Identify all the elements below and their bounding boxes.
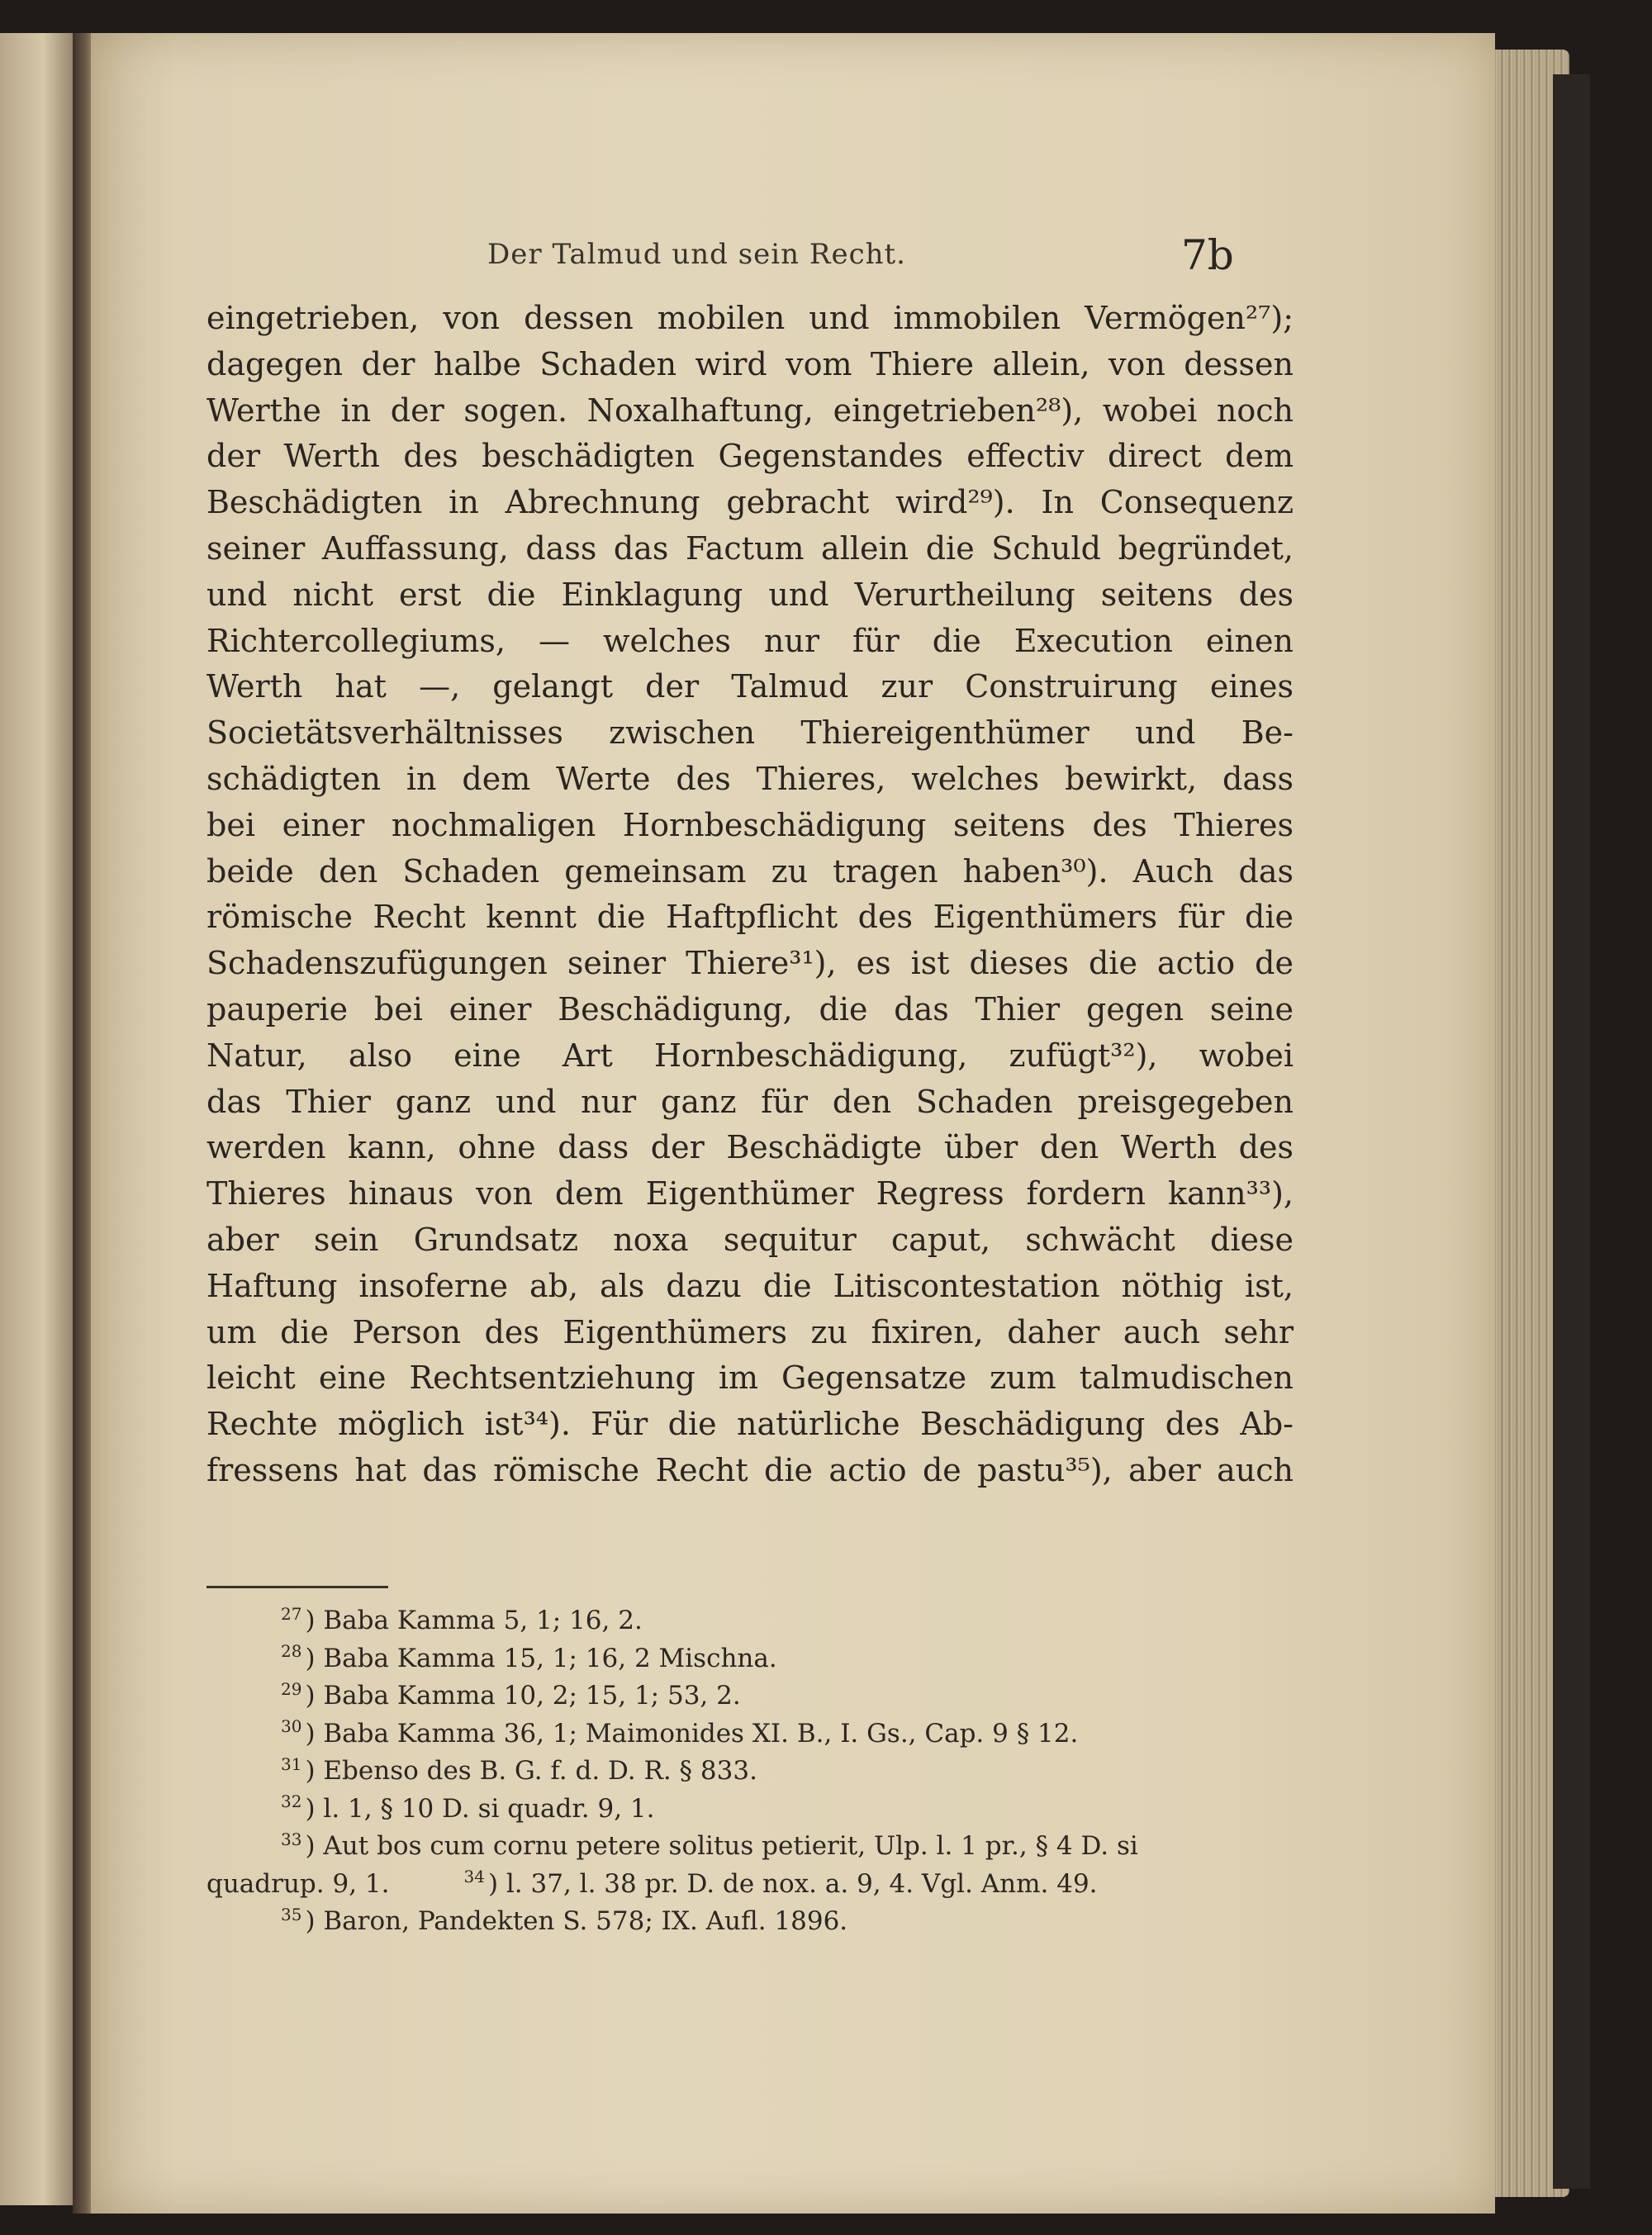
body-line: schädigten in dem Werte des Thieres, welches bewirkt, dass: [206, 760, 1294, 797]
body-line: Richtercollegiums, — welches nur für die Execution einen: [206, 622, 1294, 659]
footnote: $^{29}$ ) Baba Kamma 10, 2; 15, 1; 53, 2.: [281, 1678, 741, 1711]
body-line: beide den Schaden gemeinsam zu tragen haben³⁰). Auch das: [206, 852, 1294, 890]
body-line: der Werth des beschädigten Gegenstandes effectiv direct dem: [206, 438, 1294, 475]
footnotes: [206, 1602, 1294, 1941]
book-cover-edge: [1553, 74, 1590, 2189]
footnote-mark: 27: [281, 1603, 302, 1624]
body-line: Haftung insoferne ab, als dazu die Litiscontestation nöthig ist,: [206, 1267, 1294, 1304]
body-line: Rechte möglich ist³⁴). Für die natürliche Beschädigung des Ab-: [206, 1406, 1294, 1443]
footnote-mark: 35: [281, 1904, 302, 1924]
body-text: [206, 296, 1294, 1494]
footnote-text: Baron, Pandekten S. 578; IX. Aufl. 1896.: [323, 1906, 848, 1936]
footnote-text: Baba Kamma 36, 1; Maimonides XI. B., I. Gs., Cap. 9 § 12.: [323, 1718, 1079, 1749]
footnote-mark: 32: [281, 1791, 302, 1812]
footnote-mark: 33: [281, 1829, 302, 1849]
body-line: aber sein Grundsatz noxa sequitur caput, schwächt diese: [206, 1221, 1294, 1258]
running-head: [91, 231, 1495, 281]
footnote: $^{35}$ ) Baron, Pandekten S. 578; IX. Aufl. 1896.: [281, 1904, 848, 1936]
footnote: $^{30}$ ) Baba Kamma 36, 1; Maimonides XI. B., I. Gs., Cap. 9 § 12.: [281, 1716, 1079, 1749]
body-line: eingetrieben, von dessen mobilen und immobilen Vermögen²⁷);: [206, 300, 1294, 336]
footnote: $^{28}$ ) Baba Kamma 15, 1; 16, 2 Mischna.: [281, 1641, 777, 1673]
footnote: $^{32}$ ) l. 1, § 10 D. si quadr. 9, 1.: [281, 1791, 655, 1824]
body-line: das Thier ganz und nur ganz für den Schaden preisgegeben: [206, 1083, 1294, 1120]
footnote-text: l. 1, § 10 D. si quadr. 9, 1.: [323, 1793, 655, 1824]
body-line: römische Recht kennt die Haftpflicht des Eigenthümers für die: [206, 899, 1294, 936]
footnote-text: Baba Kamma 15, 1; 16, 2 Mischna.: [323, 1643, 777, 1673]
body-line: dagegen der halbe Schaden wird vom Thiere allein, von dessen: [206, 345, 1294, 382]
footnote-text: Baba Kamma 5, 1; 16, 2.: [323, 1606, 643, 1635]
body-line: Werthe in der sogen. Noxalhaftung, eingetrieben²⁸), wobei noch: [206, 391, 1294, 429]
body-line: bei einer nochmaligen Hornbeschädigung seitens des Thieres: [206, 806, 1294, 843]
body-line: Natur, also eine Art Hornbeschädigung, zufügt³²), wobei: [206, 1037, 1294, 1074]
footnote-continuation: quadrup. 9, 1.: [206, 1868, 390, 1899]
page-content: [91, 33, 1495, 2214]
body-line: werden kann, ohne dass der Beschädigte über den Werth des: [206, 1129, 1294, 1166]
body-line: leicht eine Rechtsentziehung im Gegensatze zum talmudischen: [206, 1360, 1294, 1397]
body-line: Werth hat —, gelangt der Talmud zur Construirung eines: [206, 668, 1294, 705]
running-title: Der Talmud und sein Recht.: [487, 238, 906, 271]
book-page: [91, 33, 1495, 2214]
body-line: fressens hat das römische Recht die actio de pastu³⁵), aber auch: [206, 1451, 1294, 1488]
body-line: Schadenszufügungen seiner Thiere³¹), es ist dieses die actio de: [206, 945, 1294, 982]
body-line: Societätsverhältnisses zwischen Thiereigenthümer und Be-: [206, 714, 1294, 752]
page-number: 7b: [1181, 231, 1234, 279]
footnote-text: l. 37, l. 38 pr. D. de nox. a. 9, 4. Vgl. Anm. 49.: [506, 1868, 1098, 1899]
footnote-mark: 28: [281, 1641, 302, 1662]
body-line: und nicht erst die Einklagung und Verurtheilung seitens des: [206, 576, 1294, 613]
footnote: $^{27}$ ) Baba Kamma 5, 1; 16, 2.: [281, 1603, 643, 1635]
footnote: $^{34}$ ) l. 37, l. 38 pr. D. de nox. a. 9, 4. Vgl. Anm. 49.: [463, 1867, 1098, 1899]
footnote-mark: 34: [463, 1867, 485, 1887]
footnote-line: [206, 1866, 1294, 1904]
footnote: $^{33}$ ) Aut bos cum cornu petere solitus petierit, Ulp. l. 1 pr., § 4 D. si: [281, 1829, 1138, 1861]
body-line: Beschädigten in Abrechnung gebracht wird²⁹). In Consequenz: [206, 484, 1294, 521]
body-line: pauperie bei einer Beschädigung, die das Thier gegen seine: [206, 990, 1294, 1027]
body-line: Thieres hinaus von dem Eigenthümer Regress fordern kann³³),: [206, 1175, 1294, 1212]
footnote-text: Baba Kamma 10, 2; 15, 1; 53, 2.: [323, 1681, 741, 1711]
body-line: um die Person des Eigenthümers zu fixiren, daher auch sehr: [206, 1313, 1294, 1350]
footnote-mark: 29: [281, 1678, 302, 1699]
footnote: $^{31}$ ) Ebenso des B. G. f. d. D. R. § 833.: [281, 1753, 757, 1786]
body-line: seiner Auffassung, dass das Factum allein die Schuld begründet,: [206, 529, 1294, 567]
footnote-text: Ebenso des B. G. f. d. D. R. § 833.: [323, 1756, 757, 1786]
footnote-text: Aut bos cum cornu petere solitus petierit, Ulp. l. 1 pr., § 4 D. si: [323, 1831, 1138, 1861]
footnote-mark: 31: [281, 1753, 302, 1774]
footnote-rule: [206, 1586, 388, 1588]
facing-page-edge: [0, 33, 78, 2205]
footnote-mark: 30: [281, 1716, 302, 1737]
